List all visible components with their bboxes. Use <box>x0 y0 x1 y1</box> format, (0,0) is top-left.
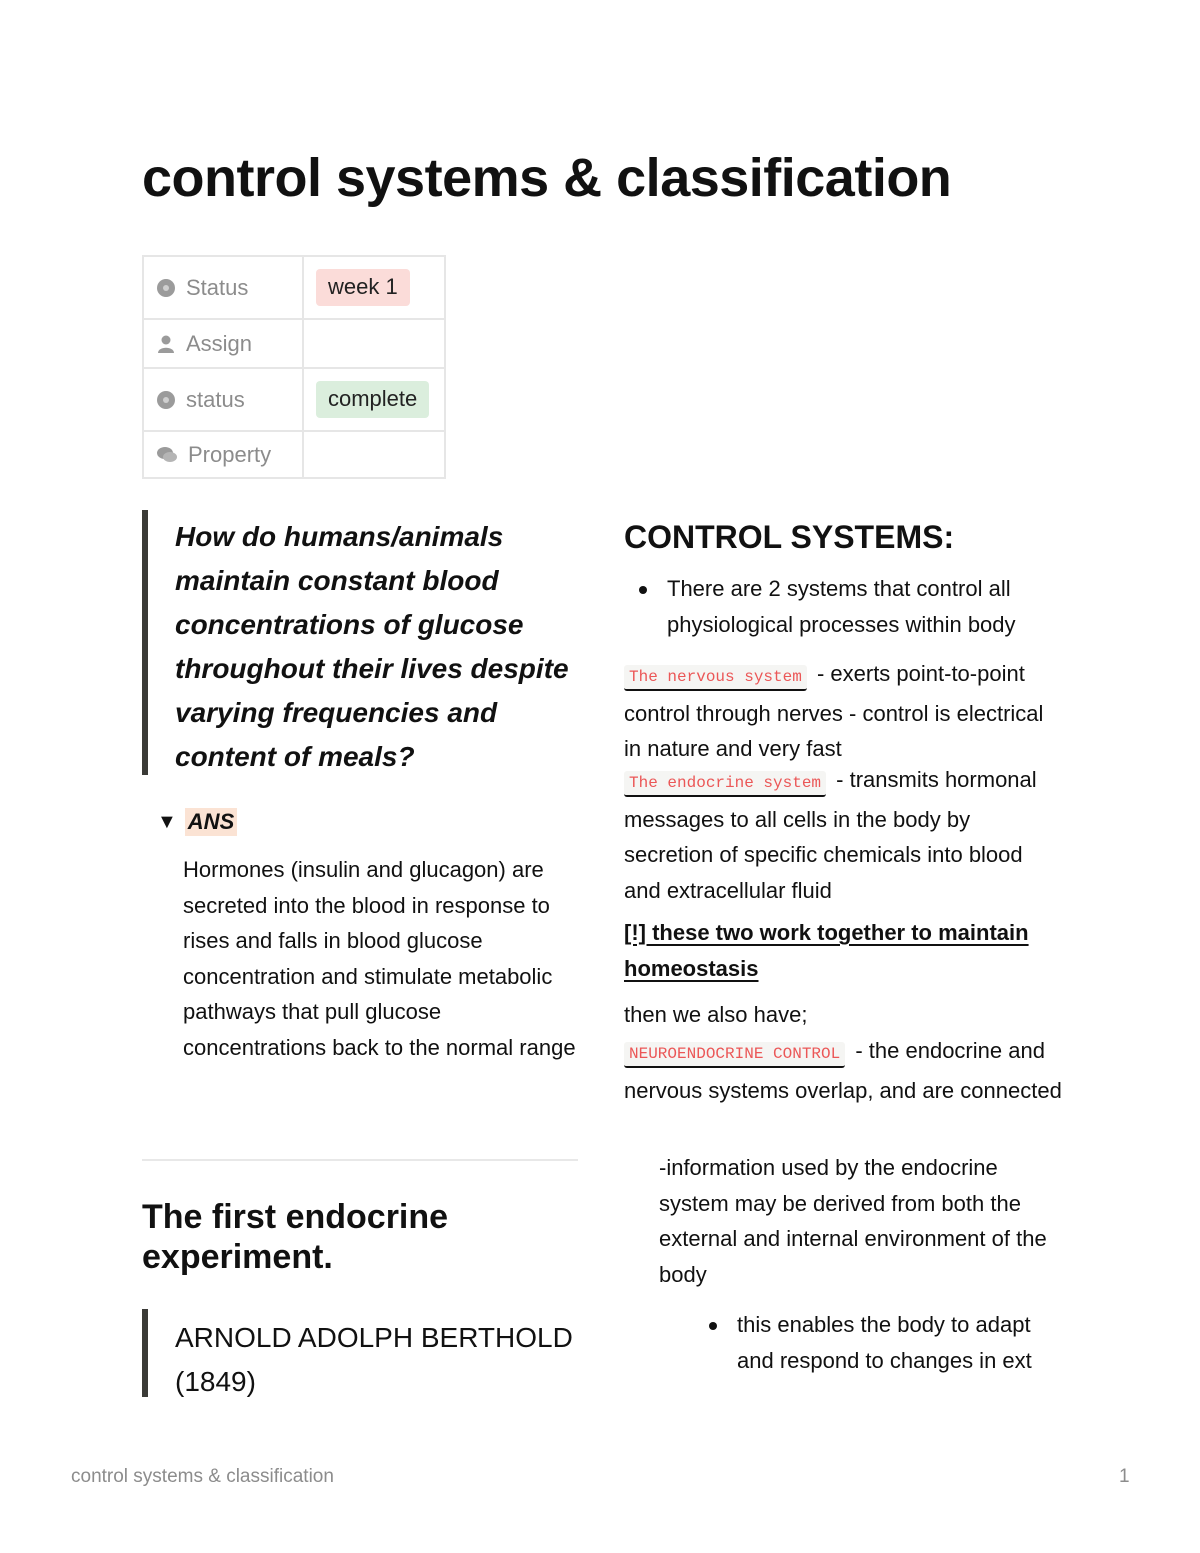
nervous-text: - exerts point-to-point control through nerves - control is electrical in nature and very fast <box>624 661 1044 761</box>
inline-code-endocrine: The endocrine system <box>624 771 826 797</box>
status-dot-icon <box>156 390 176 410</box>
question-quote <box>142 510 588 775</box>
status-dot-icon <box>156 278 176 298</box>
control-systems-heading: CONTROL SYSTEMS: <box>624 519 955 555</box>
then-text: then we also have; <box>624 1002 808 1027</box>
inline-code-nervous: The nervous system <box>624 665 807 691</box>
list-item: There are 2 systems that control all physiological processes within body <box>624 571 1064 642</box>
endocrine-text: - transmits hormonal messages to all cells in the body by secretion of specific chemicals into blood and extracellular fluid <box>624 767 1037 903</box>
question-text: How do humans/animals maintain constant blood concentrations of glucose throughout their lives despite varying frequencies and content of meals? <box>175 521 569 772</box>
assign-value[interactable] <box>303 319 445 368</box>
footer-title: control systems & classification <box>71 1466 334 1487</box>
property-row-property <box>143 431 445 478</box>
endocrine-paragraph <box>624 762 1064 908</box>
property-row-status2 <box>143 368 445 431</box>
page-title: control systems & classification <box>142 148 952 208</box>
neuroendocrine-text: - the endocrine and nervous systems overlap, and are connected <box>624 1038 1062 1103</box>
page-number: 1 <box>1119 1466 1130 1487</box>
ans-toggle[interactable] <box>157 808 237 836</box>
property-row-assign <box>143 319 445 368</box>
property-key: Assign <box>186 330 253 356</box>
property-key: Property <box>188 441 272 467</box>
name-quote <box>142 1309 588 1397</box>
property-key: Status <box>186 274 249 300</box>
inline-code-neuroendocrine: NEUROENDOCRINE CONTROL <box>624 1042 845 1068</box>
person-icon <box>156 334 176 354</box>
answer-text: Hormones (insulin and glucagon) are secreted into the blood in response to rises and falls in blood glucose concentration and stimulate metabolic pathways that pull glucose concentrations back to the normal range <box>183 857 576 1060</box>
property-row-status <box>143 256 445 319</box>
bubble-icon <box>156 445 178 465</box>
quote-text: ARNOLD ADOLPH BERTHOLD (1849) <box>175 1322 573 1397</box>
homeostasis-note: [!] these two work together to maintain homeostasis <box>624 920 1029 981</box>
toggle-label: ANS <box>185 808 237 836</box>
complete-tag[interactable]: complete <box>316 381 429 418</box>
status-tag[interactable]: week 1 <box>316 269 410 306</box>
property-value[interactable] <box>303 431 445 478</box>
properties-table <box>142 255 446 479</box>
triangle-down-icon[interactable]: ▼ <box>157 810 177 833</box>
bullet-list <box>624 571 1064 642</box>
neuroendocrine-paragraph <box>624 1033 1064 1108</box>
section-heading: The first endocrine experiment. <box>142 1198 449 1276</box>
divider <box>142 1159 578 1161</box>
nervous-paragraph <box>624 656 1064 767</box>
list-item: this enables the body to adapt and respond to changes in ext <box>694 1307 1064 1378</box>
information-text: -information used by the endocrine system may be derived from both the external and internal environment of the body <box>659 1155 1047 1287</box>
nested-bullet-list <box>694 1307 1064 1378</box>
property-key: status <box>186 386 245 412</box>
